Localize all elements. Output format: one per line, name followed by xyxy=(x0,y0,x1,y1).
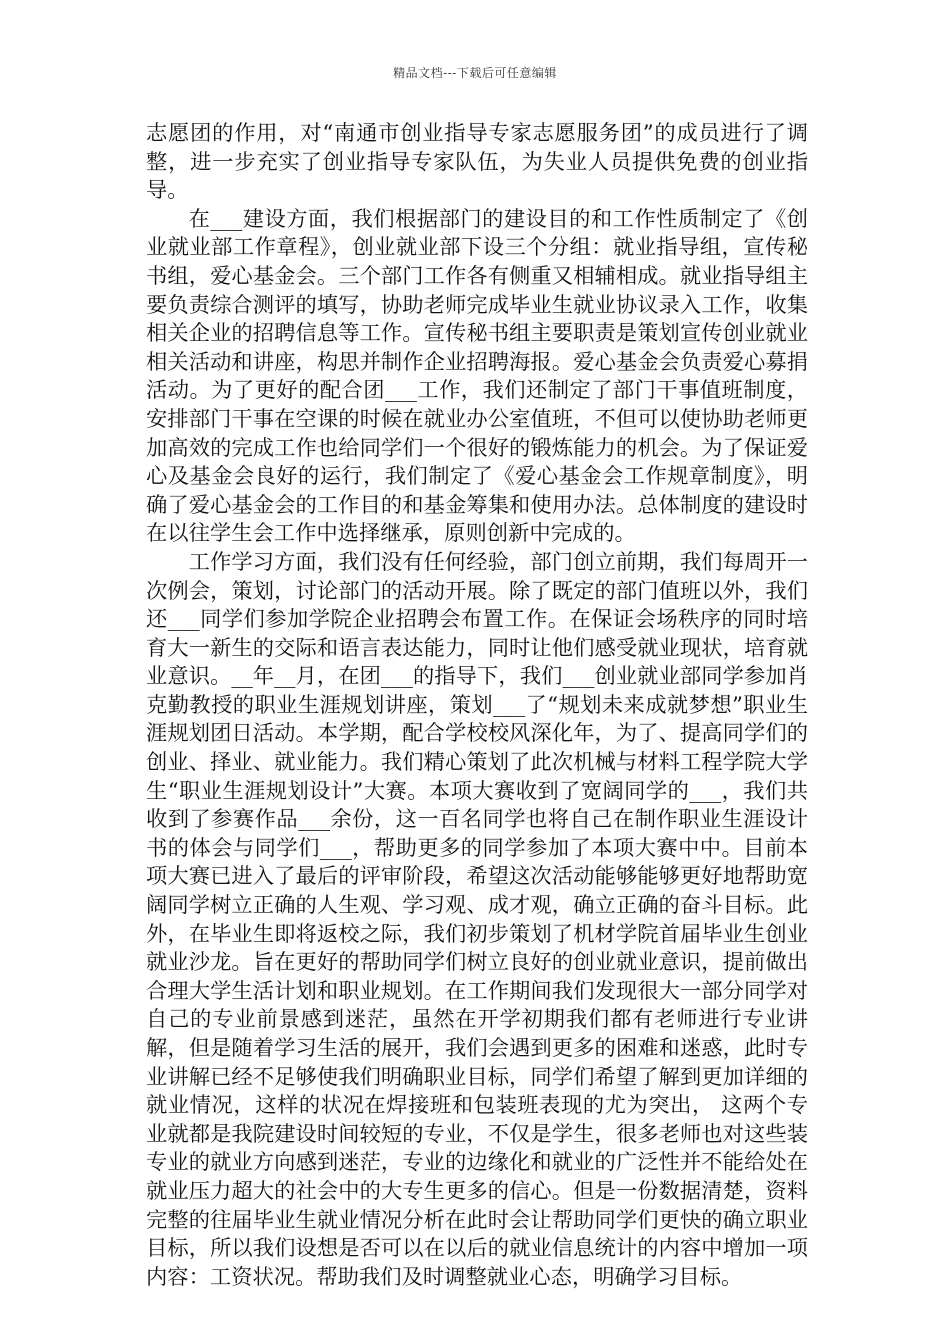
paragraph-2: 在___建设方面，我们根据部门的建设目的和工作性质制定了《创业就业部工作章程》，创业就业部下设三个分组：就业指导组，宣传秘书组，爱心基金会。三个部门工作各有侧重又相辅相成。就业指导组主要负责综合测评的填写，协助老师完成毕业生就业协议录入工作，收集相关企业的招聘信息等工作。宣传秘书组主要职责是策划宣传创业就业相关活动和讲座，构思并制作企业招聘海报。爱心基金会负责爱心募捐活动。为了更好的配合团___工作，我们还制定了部门干事值班制度，安排部门干事在空课的时候在就业办公室值班，不但可以使协助老师更加高效的完成工作也给同学们一个很好的锻炼能力的机会。为了保证爱心及基金会良好的运行，我们制定了《爱心基金会工作规章制度》，明确了爱心基金会的工作目的和基金筹集和使用办法。总体制度的建设时在以往学生会工作中选择继承，原则创新中完成的。 xyxy=(146,206,808,547)
paragraph-1: 志愿团的作用，对“南通市创业指导专家志愿服务团”的成员进行了调整，进一步充实了创业指导专家队伍，为失业人员提供免费的创业指导。 xyxy=(146,121,808,204)
document-body xyxy=(146,120,808,1292)
paragraph-3: 工作学习方面，我们没有任何经验，部门创立前期，我们每周开一次例会，策划，讨论部门的活动开展。除了既定的部门值班以外，我们还___同学们参加学院企业招聘会布置工作。在保证会场秩序的同时培育大一新生的交际和语言表达能力，同时让他们感受就业现状，培育就业意识。__年__月，在团___的指导下，我们___创业就业部同学参加肖克勤教授的职业生涯规划讲座，策划___了“规划未来成就梦想”职业生涯规划团日活动。本学期，配合学校校风深化年，为了、提高同学们的创业、择业、就业能力。我们精心策划了此次机械与材料工程学院大学生“职业生涯规划设计”大赛。本项大赛收到了宽阔同学的___，我们共收到了参赛作品___余份，这一百名同学也将自己在制作职业生涯设计书的体会与同学们___，帮助更多的同学参加了本项大赛中中。目前本项大赛已进入了最后的评审阶段，希望这次活动能够能够更好地帮助宽阔同学树立正确的人生观、学习观、成才观，确立正确的奋斗目标。此外，在毕业生即将返校之际，我们初步策划了机材学院首届毕业生创业就业沙龙。旨在更好的帮助同学们树立良好的创业就业意识，提前做出合理大学生活计划和职业规划。在工作期间我们发现很大一部分同学对自己的专业前景感到迷茫，虽然在开学初期我们都有老师进行专业讲解，但是随着学习生活的展开，我们会遇到更多的困难和迷惑，此时专业讲解已经不足够使我们明确职业目标，同学们希望了解到更加详细的就业情况，这样的状况在焊接班和包装班表现的尤为突出， 这两个专业就都是我院建设时间较短的专业，不仅是学生，很多老师也对这些装专业的就业方向感到迷茫，专业的边缘化和就业的广泛性并不能给处在就业压力超大的社会中的大专生更多的信心。但是一份数据清楚，资料完整的往届毕业生就业情况分析在此时会让帮助同学们更快的确立职业目标，所以我们设想是否可以在以后的就业信息统计的内容中增加一项内容：工资状况。帮助我们及时调整就业心态，明确学习目标。 xyxy=(146,549,808,1290)
page-header: 精品文档---下载后可任意编辑 xyxy=(393,66,557,80)
